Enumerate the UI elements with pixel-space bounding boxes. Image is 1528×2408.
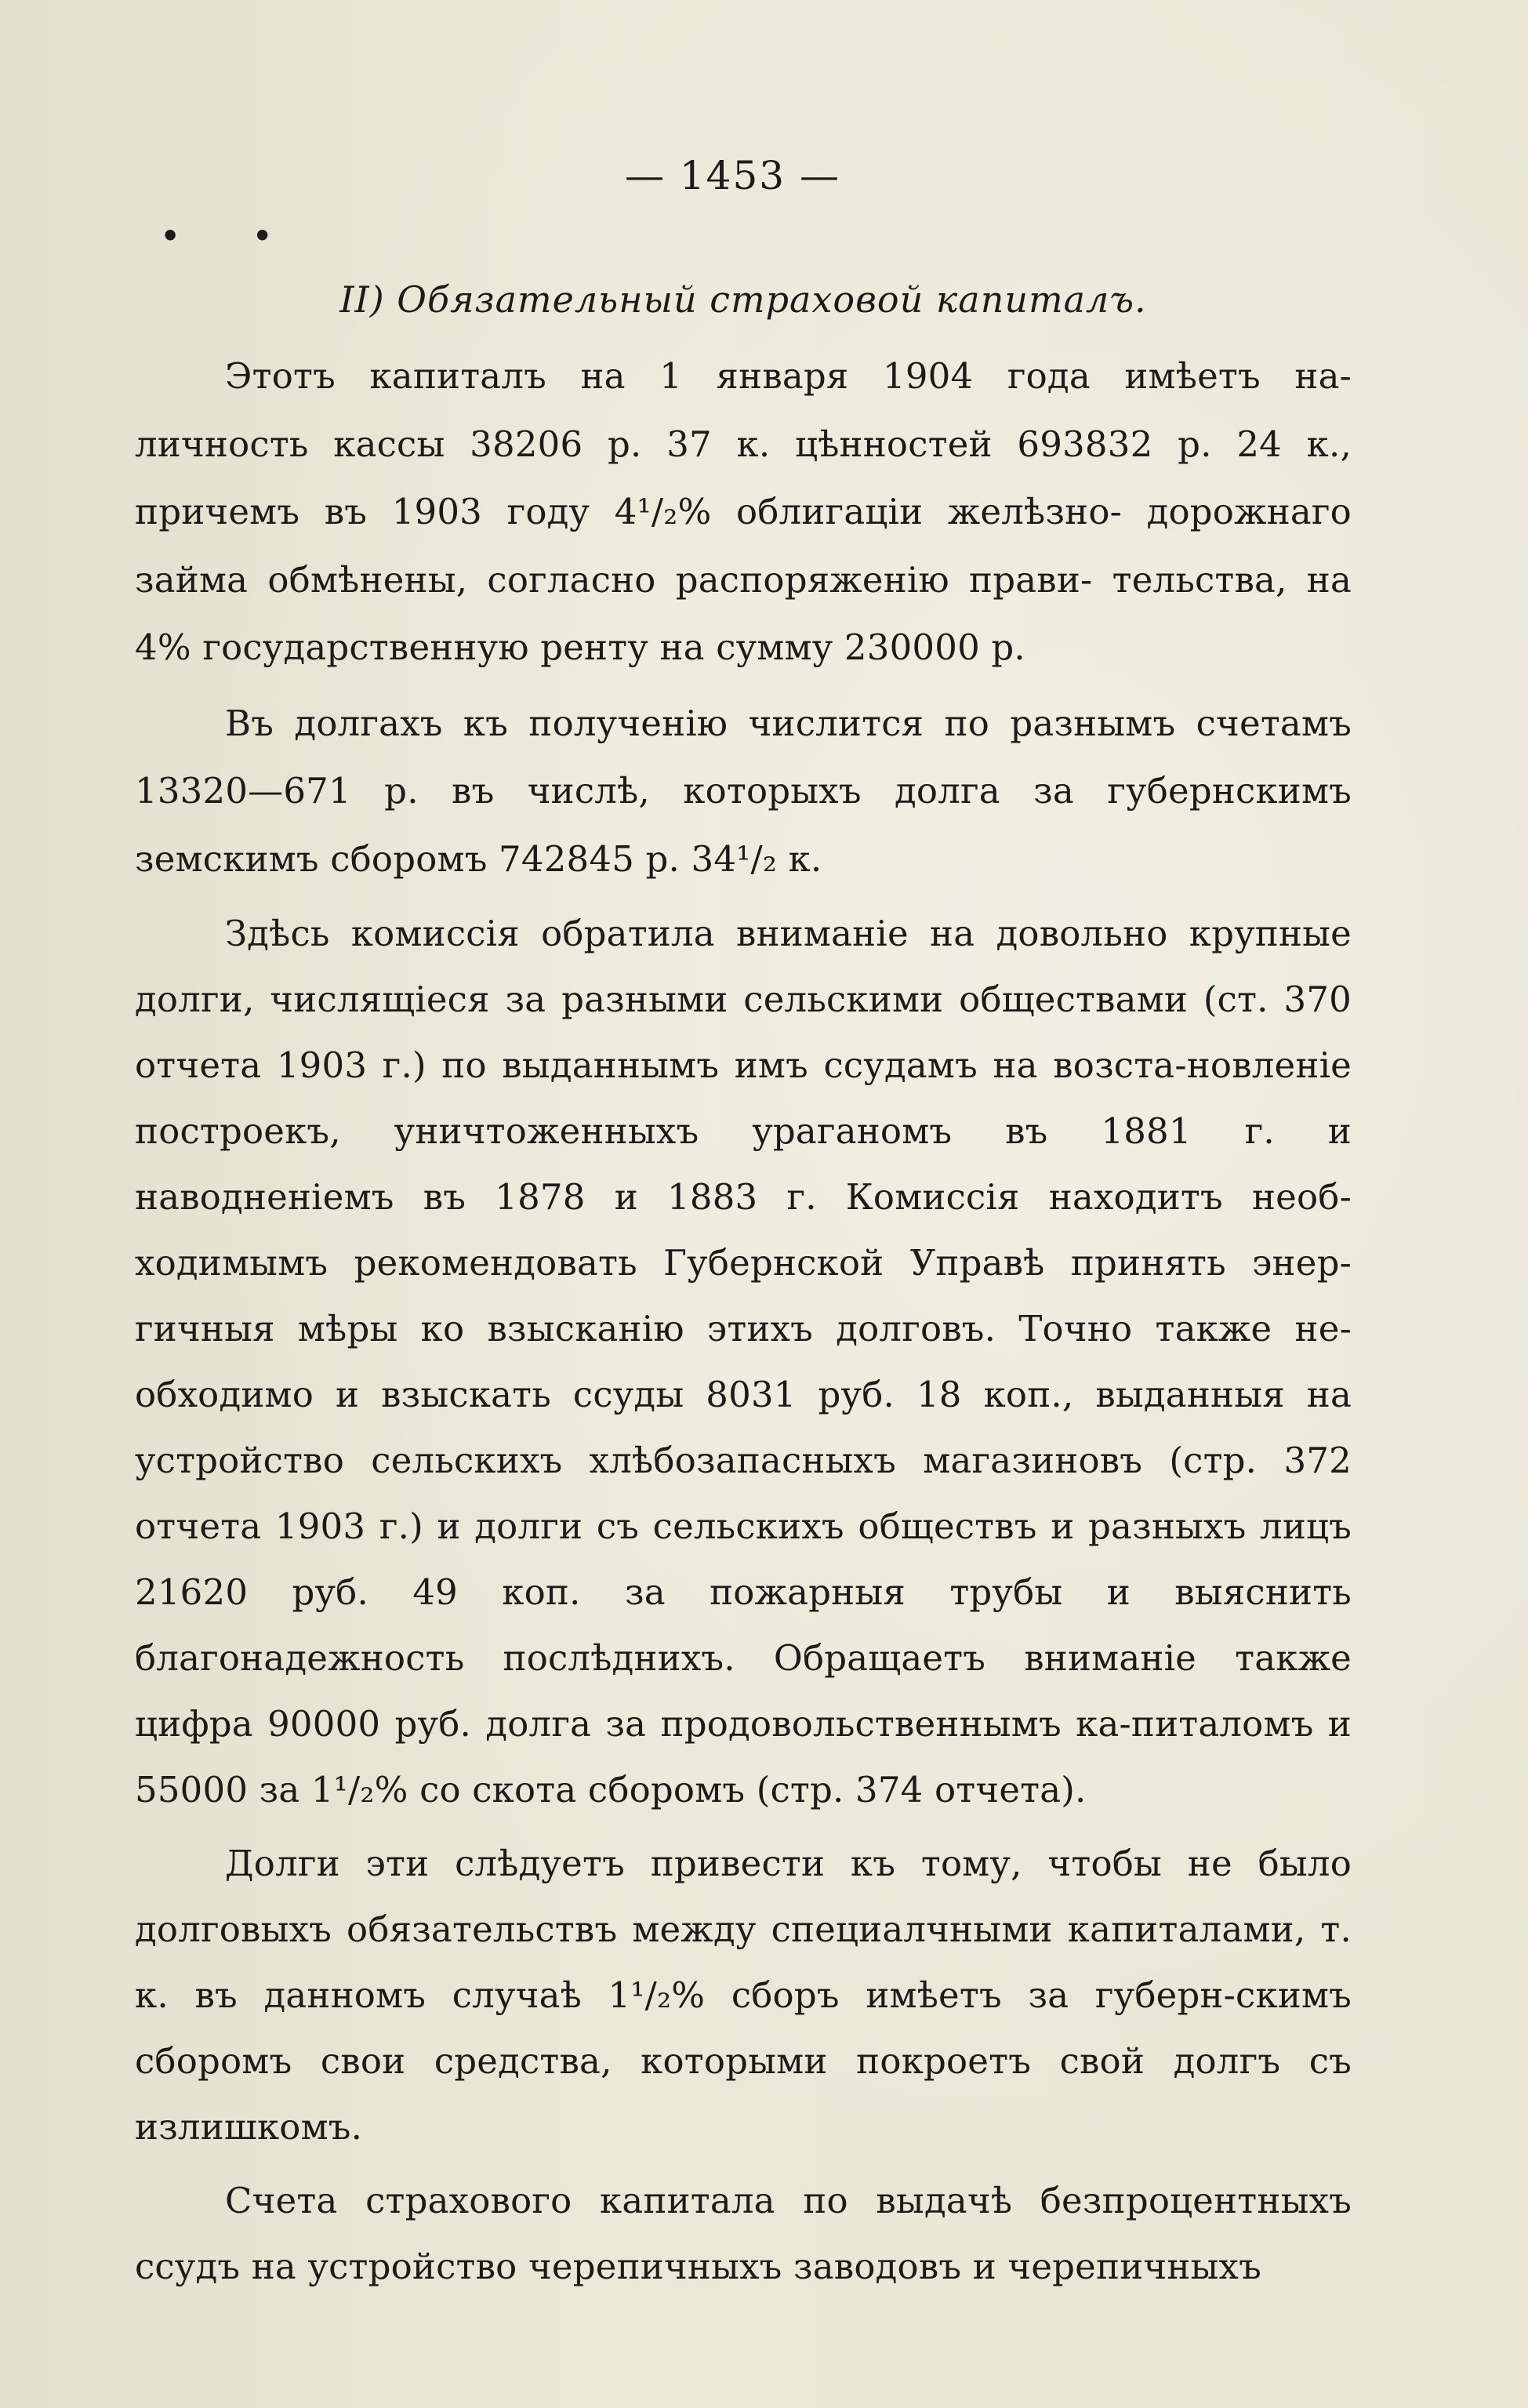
p2-fraction: ¹/₂ [736, 837, 778, 880]
p1-line-5a: тельства, на 4 [135, 558, 1352, 668]
p1-line-5b: государственную ренту на сумму 230000 р. [191, 627, 1025, 668]
p1-percent: % [157, 627, 191, 668]
p4-fraction: ¹/₂ [630, 1974, 672, 2016]
paragraph-2 [135, 690, 1352, 894]
paragraph-3 [135, 901, 1352, 1823]
p2-text-a: Въ долгахъ къ полученію числится по разнымъ счетамъ 13320—671 р. въ числѣ, которыхъ долга за губернскимъ земскимъ сборомъ 742845 р. 34 [135, 702, 1352, 880]
p1-line-3b: % облигаціи желѣзно- [677, 491, 1123, 532]
stray-marks: • • [161, 218, 303, 253]
p3-fraction: ¹/₂ [333, 1769, 375, 1811]
p1-line-1: Этотъ капиталъ на 1 января 1904 года имѣетъ на- [225, 355, 1352, 397]
paragraph-4 [135, 1831, 1352, 2160]
page-number: — 1453 — [624, 153, 841, 198]
p5-text-a: Счета страхового капитала по выдачѣ безпроцентныхъ ссудъ на устройство черепичныхъ заводовъ и черепичныхъ [135, 2180, 1352, 2287]
p1-line-3a: 24 к., причемъ въ 1903 году 4 [135, 423, 1352, 532]
text-block [135, 278, 1352, 2308]
paragraph-1 [135, 343, 1352, 682]
section-heading: II) Обязательный страховой капиталъ. [339, 278, 1147, 321]
p3-text-a: Здѣсь комиссія обратила вниманіе на довольно крупные долги, числящіеся за разными сельскими обществами (ст. 370 отчета 1903 г.) по выданнымъ имъ ссудамъ на возста-новленіе построекъ, уничтоженныхъ ураганомъ въ 1881 г. и наводненіемъ въ 1878 и 1883 г. Комиссія находитъ необ-ходимымъ рекомендовать Губернской Управѣ принять энер-гичныя мѣры ко взысканію этихъ долговъ. Точно также не-обходимо и взыскать ссуды 8031 руб. 18 коп., выданныя на устройство сельскихъ хлѣбозапасныхъ магазиновъ (стр. 372 отчета 1903 г.) и долги съ сельскихъ обществъ и разныхъ лицъ 21620 руб. 49 коп. за пожарныя трубы и выяснить благонадежность послѣднихъ. Обращаетъ вниманіе также цифра 90000 руб. долга за продовольственнымъ ка-питаломъ и 55000 за 1 [135, 913, 1352, 1811]
p4-text-a: Долги эти слѣдуетъ привести къ тому, чтобы не было долговыхъ обязательствъ между специалчными капиталами, т. к. въ данномъ случаѣ 1 [135, 1843, 1352, 2016]
p1-line-4: дорожнаго займа обмѣнены, согласно распоряженію прави- [135, 491, 1352, 601]
p2-text-b: к. [777, 837, 822, 880]
p1-fraction: ¹/₂ [637, 491, 678, 532]
p4-text-b: % сборъ имѣетъ за губерн-скимъ сборомъ свои средства, которыми покроетъ свой долгъ съ излишкомъ. [135, 1974, 1352, 2148]
p3-text-b: % со скота сборомъ (стр. 374 отчета). [374, 1769, 1087, 1811]
p1-line-2: личность кассы 38206 р. 37 к. цѣнностей 693832 р. [135, 423, 1212, 465]
paragraph-5 [135, 2168, 1352, 2300]
